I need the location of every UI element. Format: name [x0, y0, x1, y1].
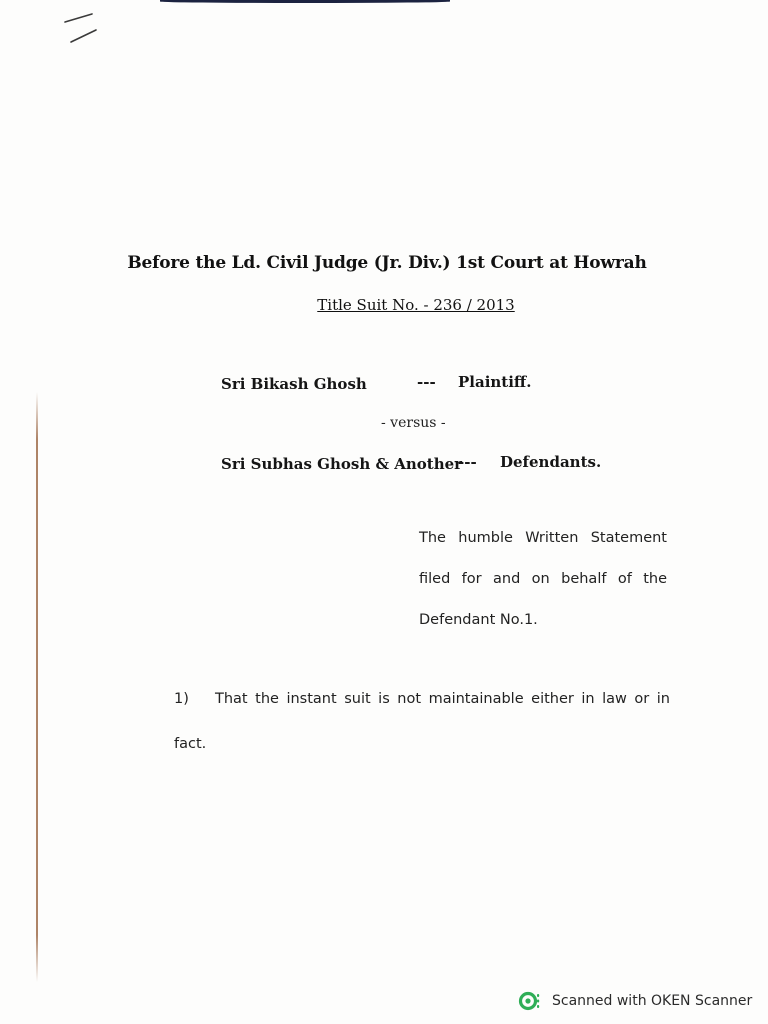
written-statement-block	[419, 530, 667, 653]
scanner-text: Scanned with OKEN Scanner	[552, 993, 753, 1009]
paragraph-text: That the instant suit is not maintainable either in law or in	[215, 691, 670, 707]
defendant-role: Defendants.	[500, 453, 602, 471]
pen-mark-icon	[62, 12, 102, 48]
versus-label: - versus -	[381, 415, 446, 431]
plaintiff-name: Sri Bikash Ghosh	[221, 375, 367, 393]
scanner-watermark	[518, 990, 752, 1012]
oken-scanner-logo-icon	[518, 990, 542, 1012]
plaintiff-separator: ---	[417, 373, 436, 391]
scan-top-edge	[160, 0, 450, 3]
defendant-separator: ---	[458, 453, 477, 471]
scan-left-edge	[36, 392, 38, 982]
plaintiff-role: Plaintiff.	[458, 373, 532, 391]
statement-line: filed for and on behalf of the	[419, 571, 667, 587]
statement-line: Defendant No.1.	[419, 612, 538, 628]
court-heading: Before the Ld. Civil Judge (Jr. Div.) 1st Court at Howrah	[127, 253, 647, 273]
suit-number: Title Suit No. - 236 / 2013	[317, 296, 515, 314]
defendant-name: Sri Subhas Ghosh & Another	[221, 455, 463, 473]
statement-line: The humble Written Statement	[419, 530, 667, 546]
paragraph-text-continued: fact.	[174, 736, 207, 752]
paragraph-number: 1)	[174, 691, 189, 707]
